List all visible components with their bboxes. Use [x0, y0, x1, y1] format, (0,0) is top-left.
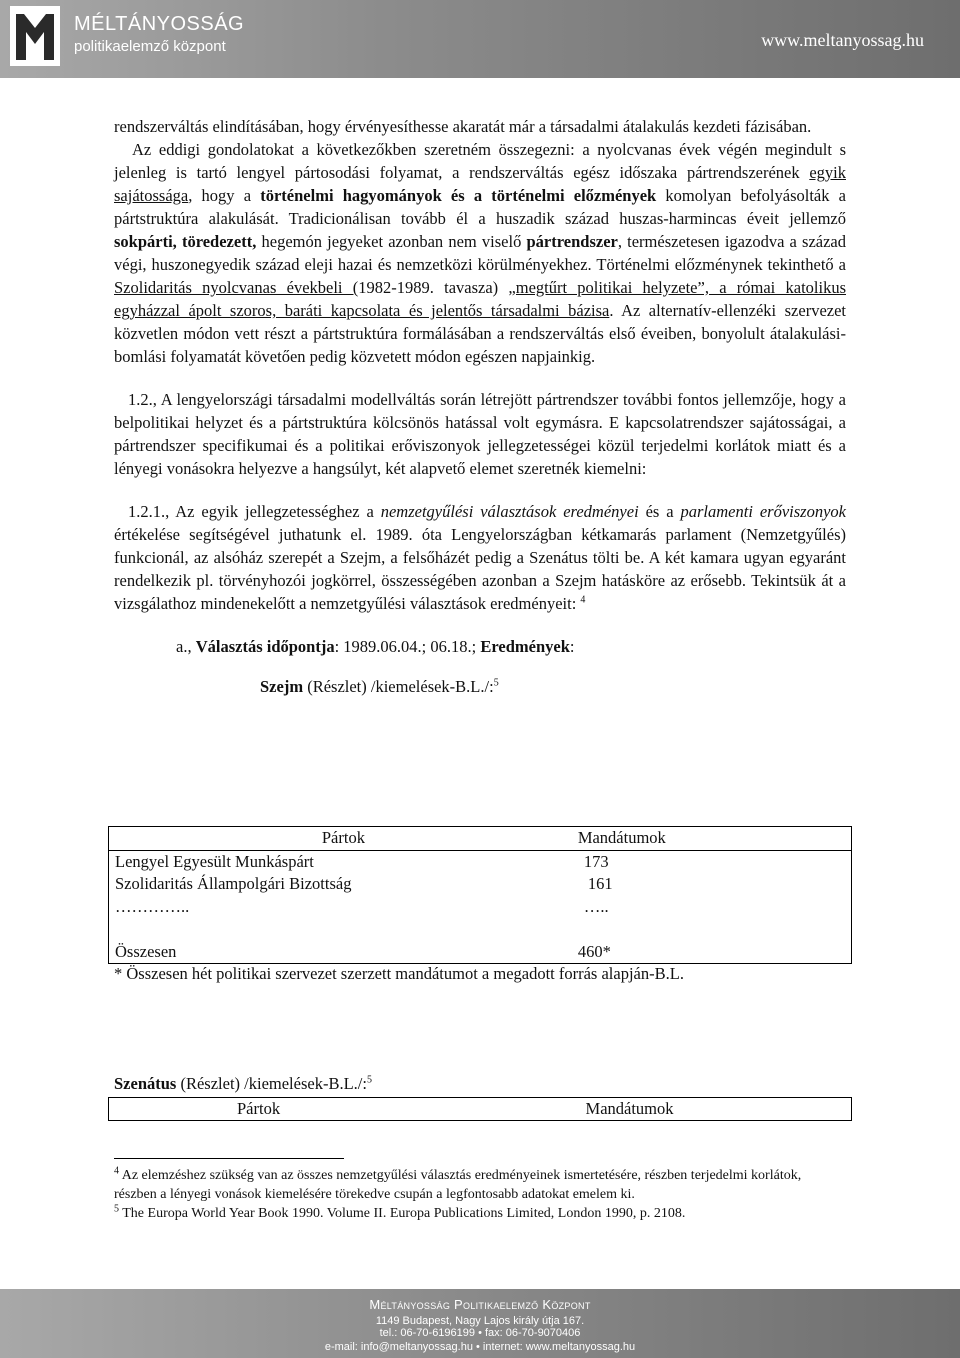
header-cell-parties: Pártok	[236, 1099, 281, 1118]
footer-org-name: Méltányosság Politikaelemző Központ	[369, 1297, 591, 1312]
footnotes	[114, 1166, 846, 1223]
szejm-heading: Szejm (Részlet) /kiemelések-B.L./:$^5$	[260, 677, 499, 696]
footnote-ref-5[interactable]: 5	[493, 677, 499, 689]
brand-subtitle: politikaelemző központ	[74, 38, 226, 55]
table-row: ………….. …..	[115, 896, 609, 916]
paragraph-1: rendszerváltás elindításában, hogy érvényesíthesse akaratát már a társadalmi átalakulás kezdeti fázisában.	[114, 117, 812, 136]
table-header-row	[109, 827, 852, 851]
paragraph-1-2-1: 1.2.1., Az egyik jellegzetességhez a nemzetgyűlési választások eredményei és a parlamenti erőviszonyok értékelése segítségével juthatunk el. 1989. óta Lengyelországban kétkamarás parlament (Nemzetgyűlés) funkcionál, az alsóház szerepét a Szejm, a felsőházét pedig a Szenátus tölti be. A két kamara ugyan egyaránt rendelkezik pl. törvényhozói jogkörrel, összességében azonban a Szejm hatásköre az erősebb. Tekintsük át a vizsgálathoz mindenekelőtt a nemzetgyűlési választások eredményeit: $^4$	[114, 502, 846, 613]
footnote-ref-5b[interactable]: 5	[366, 1074, 372, 1086]
header-cell-parties: Pártok	[321, 828, 365, 847]
page-header	[0, 0, 960, 78]
paragraph-1-2: 1.2., A lengyelországi társadalmi modellváltás során létrejött pártrendszer további fontos jellemzője, hogy a belpolitikai helyzet és a pártstruktúra kölcsönös hatással volt egymásra. E kapcsolatrendszer sajátosságai, a pártrendszer specifikumai és a politikai erőviszonyok jellegzetességei közül terjedelmi korlátok miatt és a lényegi vonásokra helyezve a hangsúlyt, két alapvető elemet szeretnék kiemelni:	[114, 390, 846, 478]
header-url-link[interactable]: www.meltanyossag.hu	[761, 30, 924, 50]
szejm-results-table	[108, 826, 852, 964]
senate-results-table	[108, 1097, 852, 1121]
footnote-4: $^4$ Az elemzéshez szükség van az összes nemzetgyűlési választás eredményeinek ismertetésére, részben terjedelmi korlátok, részben a lényegi vonások kiemelésére törekedve csupán a legfontosabb adatokat emelem ki.	[114, 1165, 802, 1202]
meltanyossag-logo-icon	[10, 6, 60, 66]
table-row: Lengyel Egyesült Munkáspárt 173	[109, 850, 852, 873]
footer-phone: tel.: 06-70-6196199 • fax: 06-70-9070406	[379, 1327, 581, 1339]
table-header-row	[109, 1098, 852, 1121]
table-note: * Összesen hét politikai szervezet szerzett mandátumot a megadott forrás alapján-B.L.	[114, 964, 684, 983]
article-body	[114, 115, 846, 697]
table-row-spacer	[109, 918, 852, 941]
header-cell-seats: Mandátumok	[577, 828, 666, 847]
footer-address: 1149 Budapest, Nagy Lajos király útja 167.	[375, 1315, 585, 1327]
footnote-5: $^5$ The Europa World Year Book 1990. Volume II. Europa Publications Limited, London 1990, p. 2108.	[114, 1203, 686, 1221]
paragraph-2: Az eddigi gondolatokat a következőkben szeretném összegezni: a nyolcvanas évek végén megindult s jelenleg is tartó lengyel pártosodási folyamat, a rendszerváltás egész időszaka pártrendszerének egyik sajátossága, hogy a történelmi hagyományok és a történelmi előzmények komolyan befolyásolták a pártstruktúra alakulását. Tradicionálisan tovább él a huszadik század huszas-harmincas éveit jellemző sokpárti, töredezett, hegemón jegyeket azonban nem viselő pártrendszer, természetesen igazodva a század végi, huszonegyedik század eleji hazai és nemzetközi körülményekhez. Történelmi előzménynek tekinthető a Szolidaritás nyolcvanas évekbeli (1982-1989. tavasza) „megtűrt politikai helyzete”, a római katolikus egyházzal ápolt szoros, baráti kapcsolata és jelentős társadalmi bázisa. Az alternatív-ellenzéki szervezet közvetlen módon vett részt a pártstruktúra formálásában a rendszerváltás első éveiben, bonyolult átalakulási-bomlási folyamatát követően pedig közvetett módon egészen napjainkig.	[114, 140, 847, 366]
election-info-line: a., Választás időpontja: 1989.06.04.; 06.18.; Eredmények:	[176, 637, 575, 656]
table-total-row: Összesen 460*	[115, 941, 611, 961]
page-footer	[0, 1289, 960, 1358]
footnote-ref-4[interactable]: 4	[580, 594, 586, 606]
footnote-divider	[114, 1158, 344, 1159]
brand-title: MÉLTÁNYOSSÁG	[74, 13, 245, 35]
table-row: Szolidaritás Állampolgári Bizottság 161	[115, 874, 613, 893]
footer-contact[interactable]: e-mail: info@meltanyossag.hu • internet: www.meltanyossag.hu	[324, 1341, 636, 1353]
senate-heading: Szenátus (Részlet) /kiemelések-B.L./:$^5$	[114, 1074, 372, 1093]
header-cell-seats: Mandátumok	[585, 1099, 674, 1118]
